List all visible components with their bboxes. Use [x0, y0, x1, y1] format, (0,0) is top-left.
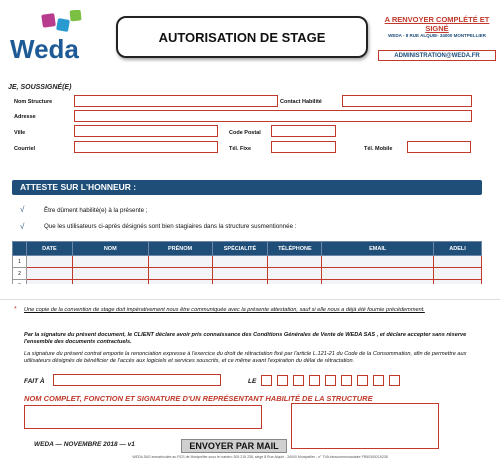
- col-email: EMAIL: [322, 242, 434, 256]
- structure-field[interactable]: [74, 95, 278, 107]
- date-digit-box[interactable]: [277, 375, 288, 386]
- table-row: [13, 268, 482, 280]
- courriel-field[interactable]: [74, 141, 218, 153]
- identity-heading: JE, SOUSSIGNÉ(E): [8, 84, 72, 91]
- email-cell[interactable]: [322, 256, 434, 268]
- page-title: AUTORISATION DE STAGE: [116, 16, 368, 58]
- legal-footer: WEDA SAS immatriculée au RCS de Montpellier sous le numéro 305 215 238, siège 8 Rue Alquié - 34000 Montpellier - n° TVA intracommunautaire FR60305215238: [132, 455, 388, 459]
- label-courriel: Courriel: [14, 146, 36, 152]
- contact-field[interactable]: [342, 95, 472, 107]
- version-label: WEDA — NOVEMBRE 2018 — v1: [34, 441, 135, 448]
- adeli-cell[interactable]: [434, 268, 482, 280]
- specialite-cell[interactable]: [212, 268, 268, 280]
- fait-a-field[interactable]: [53, 374, 221, 386]
- attest-item: Que les utilisateurs ci-après désignés sont bien stagiaires dans la structure susmentionnée :: [44, 223, 297, 230]
- label-ville: Ville: [14, 130, 26, 136]
- nom-cell[interactable]: [72, 268, 148, 280]
- adeli-cell[interactable]: [434, 256, 482, 268]
- check-icon: √: [20, 222, 25, 231]
- date-digit-box[interactable]: [309, 375, 320, 386]
- page-break: [0, 284, 500, 300]
- retractation-paragraph: La signature du présent contrat emporte la renonciation expresse à l'exercice du droit de rétractation fixé par l'article L.121-21 du Code de la Consommation, afin de permettre aux utilisateurs désignés de bénéficier de l'accès aux logiciels et services souscrits, et ce même avant l'expiration du délai de rétractation.: [24, 351, 467, 364]
- weda-logo: [8, 10, 100, 62]
- signature-field[interactable]: [291, 403, 439, 449]
- row-number: 2: [13, 268, 27, 280]
- nom-cell[interactable]: [72, 256, 148, 268]
- label-tel-mobile: Tél. Mobile: [364, 146, 393, 152]
- return-instruction: A RENVOYER COMPLÉTÉ ET SIGNÉ: [384, 15, 490, 33]
- prenom-cell[interactable]: [148, 268, 212, 280]
- label-adresse: Adresse: [14, 114, 36, 120]
- adresse-field[interactable]: [74, 110, 472, 122]
- le-label: LE: [248, 378, 257, 385]
- send-email-button[interactable]: ENVOYER PAR MAIL: [181, 439, 287, 453]
- specialite-cell[interactable]: [212, 256, 268, 268]
- signataire-field[interactable]: [24, 405, 262, 429]
- row-number-header: [13, 242, 27, 256]
- convention-note: Une copie de la convention de stage doit impérativement nous être communiquée avec la présente attestation, sauf si elle nous a déjà été fournie précédemment.: [24, 307, 425, 313]
- label-contact: Contact Habilité: [280, 99, 322, 105]
- label-structure: Nom Structure: [14, 99, 53, 105]
- brand-name: Weda: [10, 34, 79, 62]
- col-prenom: PRÉNOM: [148, 242, 212, 256]
- col-nom: NOM: [72, 242, 148, 256]
- tel-fixe-field[interactable]: [271, 141, 336, 153]
- date-cell[interactable]: [26, 256, 72, 268]
- prenom-cell[interactable]: [148, 256, 212, 268]
- telephone-cell[interactable]: [268, 268, 322, 280]
- attest-item: Être dûment habilité(e) à la présente ;: [44, 207, 148, 214]
- date-digit-box[interactable]: [341, 375, 352, 386]
- date-digit-box[interactable]: [373, 375, 384, 386]
- col-adeli: ADELI: [434, 242, 482, 256]
- cgv-paragraph: Par la signature du présent document, le CLIENT déclare avoir pris connaissance des Conditions Générales de Vente de WEDA SAS , et déclare accepter sans réserve l'ensemble des documents contractuels.: [24, 332, 467, 345]
- label-tel-fixe: Tél. Fixe: [229, 146, 252, 152]
- label-code-postal: Code Postal: [229, 130, 261, 136]
- table-row: [13, 256, 482, 268]
- col-telephone: TÉLÉPHONE: [268, 242, 322, 256]
- date-cell[interactable]: [26, 268, 72, 280]
- date-digit-box[interactable]: [261, 375, 272, 386]
- fait-a-label: FAIT À: [24, 378, 45, 385]
- table-header-row: [13, 242, 482, 256]
- tel-mobile-field[interactable]: [407, 141, 471, 153]
- telephone-cell[interactable]: [268, 256, 322, 268]
- signature-label: NOM COMPLET, FONCTION ET SIGNATURE D'UN REPRÉSENTANT HABILITÉ DE LA STRUCTURE: [24, 394, 373, 403]
- date-digit-box[interactable]: [325, 375, 336, 386]
- row-number: 1: [13, 256, 27, 268]
- return-address: WEDA - 8 RUE ALQUIE- 34000 MONTPELLIER: [388, 33, 486, 38]
- date-digit-box[interactable]: [357, 375, 368, 386]
- code-postal-field[interactable]: [271, 125, 336, 137]
- asterisk-icon: *: [14, 306, 17, 313]
- date-digit-box[interactable]: [293, 375, 304, 386]
- col-date: DATE: [26, 242, 72, 256]
- email-cell[interactable]: [322, 268, 434, 280]
- check-icon: √: [20, 205, 25, 214]
- return-email: ADMINISTRATION@WEDA.FR: [378, 50, 496, 61]
- ville-field[interactable]: [74, 125, 218, 137]
- col-specialite: SPÉCIALITÉ: [212, 242, 268, 256]
- date-digit-box[interactable]: [389, 375, 400, 386]
- attest-heading: ATTESTE SUR L'HONNEUR :: [12, 180, 482, 195]
